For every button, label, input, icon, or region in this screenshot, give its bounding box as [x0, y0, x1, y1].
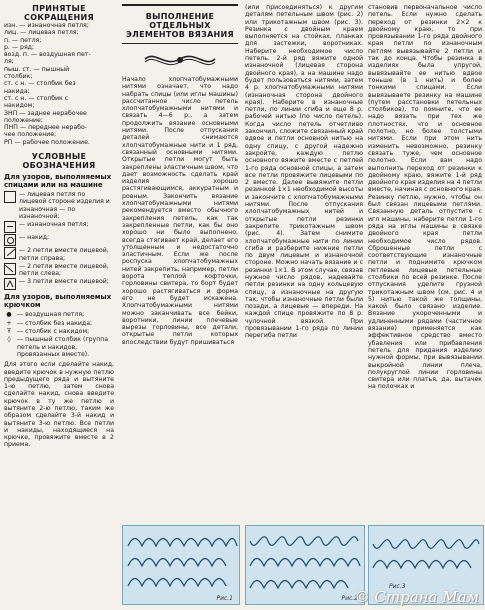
- diagonal-left-icon: [4, 263, 16, 275]
- symbol-sc: + — столбик без накида;: [4, 320, 114, 327]
- ornament-icon: [140, 48, 220, 70]
- symbol-purl-stitch: — изнаночная петля;: [4, 221, 114, 233]
- dot-icon: ●: [6, 311, 12, 319]
- abbreviation-line: изн. — изнаночная петля;: [4, 22, 89, 29]
- symbol-chain: ● — воздушная петля;: [4, 311, 114, 318]
- abbreviation-line: пыш. ст. — пышный: [4, 65, 70, 73]
- empty-square-icon: [4, 191, 16, 203]
- abbreviation-line: чее положение;: [4, 131, 57, 139]
- abbreviation-line: р. — ряд;: [4, 43, 35, 51]
- abbreviation-line: положение;: [4, 116, 43, 124]
- figure-3-label: Рис.3: [389, 583, 406, 590]
- site-watermark: © Страна Мам: [354, 588, 479, 606]
- column-abbreviations: [4, 4, 114, 450]
- abbreviation-line: п. — петля;: [4, 36, 42, 44]
- symbol-k2tog-right: — 2 петли вместе лицевой, петли справа;: [4, 247, 114, 262]
- symbol-k2tog-left: — 2 петли вместе лицевой, петли слева;: [4, 263, 114, 278]
- stitch-diagram-2-icon: [246, 526, 364, 604]
- symbol-knit-stitch: — лицевая петля по лицевой стороне изделия и изнаночная — по изнаночной;: [4, 191, 114, 220]
- knit-symbols-list: [4, 191, 114, 290]
- figure-1-label: Рис.1: [216, 595, 233, 602]
- abbreviation-line: РП — рабочее положение.: [4, 138, 90, 146]
- abbreviation-line: ля;: [4, 58, 14, 66]
- dash-square-icon: [4, 221, 16, 233]
- diagonal-right-icon: [4, 247, 16, 259]
- abbreviation-line: возд. п. — воздушная пет-: [4, 51, 91, 59]
- crochet-puff-text: Для этого если сделайте накид, введите крючок в нужную петлю предыдущего ряда и вытяните 1-ю петлю, затем снова сделайте накид, снова введите крючок в ту же петлю и вытяните 2-ю петлю, таким же образом сделайте 3-й накид и вытяните 3-ю петлю. Все петли и накиды, находящиеся на крючке, провяжите вместе в 2 приема.: [4, 361, 114, 449]
- abbreviation-line: лиц. — лицевая петля;: [4, 29, 79, 37]
- elements-heading-box: [122, 4, 238, 44]
- symbol-k3tog: — 3 петли вместе лицевой;: [4, 278, 114, 290]
- figure-2-label: Рис.2: [341, 595, 358, 602]
- plus-icon: +: [6, 319, 12, 327]
- figure-1-stitch-diagram: [122, 525, 240, 605]
- crochet-symbols-list: [4, 311, 114, 358]
- figure-2-stitch-diagram: [245, 525, 365, 605]
- abbreviation-line: ЗНП — заднее нерабочее: [4, 109, 87, 117]
- ribbing-text: (или присоединяться) к другим деталям петельным швом (рис. 2) или трикотажным швом (рис. 3). Резинка с двойным краем выполняется на стойках, планках для застежки, воротниках. Наберите необходимое число петель. 2-й ряд вяжите одной изнаночной (лицевая сторона двойного края), а на машине надо будет пользоваться нитями, затем 4 р. хлопчатобумажными нитями (изнаночная сторона двойного края). Наберите в изнаночные петли, по линии сгиба и еще 8 р. рабочей нитью (по число петель). Когда число петель отчетливо закончил, сложите связанный край вдвое и петли основной нитью на одну спицу, с другой надежно закройте, каждую петлю основного вяжите вместе с петлей 1-го ряда основной спицы, а затем все петли провяжите лицевыми по 2 вместе. Далее вывяжите петли резинкой 1×1 необходимой высоты и закончите с хлопчатобумажными нитями. После отпускания хлопчатобумажных нитей и открытые петли резинки закрепите трикотажным швом (рис. 4). Затем снимите хлопчатобумажные нити по линии сгиба и разберите нижние петли по двум лицевым и изнаночной стороне. Можно начать вязание и с резинки 1×1. В этом случае, связав нужное число рядов, надевайте петли резинки на одну кольцевую спицу, а изнаночные на другую так, чтобы изнаночные петли были позади, а лицевые — впереди. На каждой спице провяжите по 8 р. чулочной вязкой. При провязывании 1-го ряда по линии перегиба петли: [245, 4, 363, 340]
- abbreviation-line: накидом;: [4, 102, 35, 110]
- rib-transition-text: становив первоначальное число петель. Если нужно сделать переход от резинки 2×2 к двойному краю, то при провязывании 1-го ряда двойного края петли по изнаночным петлям вывязывайте 2 петли и так до конца. Чтобы резинка в изделиях была упругой, вывязывайте ее нитью вдвое тоньше (в 1 нить) и более тонкими спицами. Если вывязываете резинку на машине (путем расстановки петельных столбиков), то помните, что ее надо вязать при тех же плотностях, что и основное полотно, но более толстыми нитями. Если при этом нить изменить невозможно, резинку связать туже, чем основное полотно. Если вам надо выполнить переход от резинки к двойному краю, вяжите 1-й ряд двойного края изделия на 4 петли вместе, начиная с основного края. Резинку петлю, нужно, чтобы он был связан лицевыми петлями. Связанную деталь отпустите с игл машины, наберите петли 1-го ряда на иглы машины в связке двойного края петли необходимое число рядов. Сброшенные петли с соответствующие изнаночные петли и поднимите крючком петлевые лицевые петельные столбики по всей резинке. После отпускания уделите грузной трикотажным швом (см. рис. 4 и 5) нитью такой же толщины, какой было связано изделие. Вязание укороченными и удлиненными рядами (частичное вязание) применяется как эффективное средство вместо убавления или прибавления петель для придания изделию нужной формы, при вывязывании выкройной линии плеча, полукруглой линии горловины свитера или платья, да, вытачек на полочках и: [368, 4, 482, 391]
- crochet-symbols-heading: Для узоров, выполняемых крючком: [4, 293, 112, 310]
- symbol-yarn-over: — накид;: [4, 234, 114, 246]
- stitch-diagram-1-icon: [123, 526, 239, 604]
- circle-square-icon: [4, 234, 16, 246]
- column-elements: [122, 4, 238, 347]
- t-bar-icon: Ŧ: [7, 328, 11, 336]
- abbreviations-heading: ПРИНЯТЫЕ СОКРАЩЕНИЯ: [24, 4, 94, 22]
- abbreviation-line: столбик;: [4, 73, 33, 81]
- elements-heading: ВЫПОЛНЕНИЕ ОТДЕЛЬНЫХ ЭЛЕМЕНТОВ ВЯЗАНИЯ: [125, 12, 235, 39]
- abbreviations-list: [4, 22, 114, 146]
- knit-symbols-heading: Для узоров, выполняемых спицами или на машине: [4, 173, 112, 190]
- abbreviation-line: ст. с н. — столбик с: [4, 94, 69, 102]
- symbols-heading: УСЛОВНЫЕ ОБОЗНАЧЕНИЯ: [22, 152, 96, 171]
- triangle-square-icon: [4, 278, 16, 290]
- symbol-dc: Ŧ — столбик с накидом;: [4, 328, 114, 335]
- elements-text: Начало хлопчатобумажными нитями означает, что надо набрать спицы (или иглы машины) рассчитанное число петель хлопчатобумажными нитями и связать 4—6 р., а затем продолжить вязание основными нитями. После отпускания деталей снимаются хлопчатобумажные нити и 1 ряд, связанный основными нитями. Открытые петли могут быть закреплены эластичным швом, что дает возможность сделать край изделия хорошо растягивающимся, аккуратным и ровным. Закончить вязание хлопчатобумажными нитями рекомендуется вместо обычного закрепления петель, как так закрепленные петли, как бы оно хорошо ни было выполнено, всегда стягивает край, делает его утолщенным и недостаточно эластичным. Если же после роспуска хлопчатобумажных нитей закрепить, например, петли ворота теплой кофточки, горловины свитера, то борт будет хорошо растягиваться и форма его не будет искажена. Хлопчатобумажными нитями можно заканчивать все бейки, воротники, линии плечевые вырезы горловины, все детали, открытые петли которых впоследствии будут пришиваться: [122, 76, 238, 346]
- symbol-puff: ◊ — пышный столбик (группа петель и накидов, провязанных вместе).: [4, 336, 114, 358]
- puff-icon: ◊: [7, 336, 11, 344]
- column-ribbing: [245, 4, 363, 341]
- column-rib-transition: [368, 4, 482, 392]
- abbreviation-line: ст. с н. — столбик без: [4, 80, 76, 88]
- abbreviation-line: ПНП — переднее нерабо-: [4, 124, 87, 132]
- abbreviation-line: накида;: [4, 87, 30, 95]
